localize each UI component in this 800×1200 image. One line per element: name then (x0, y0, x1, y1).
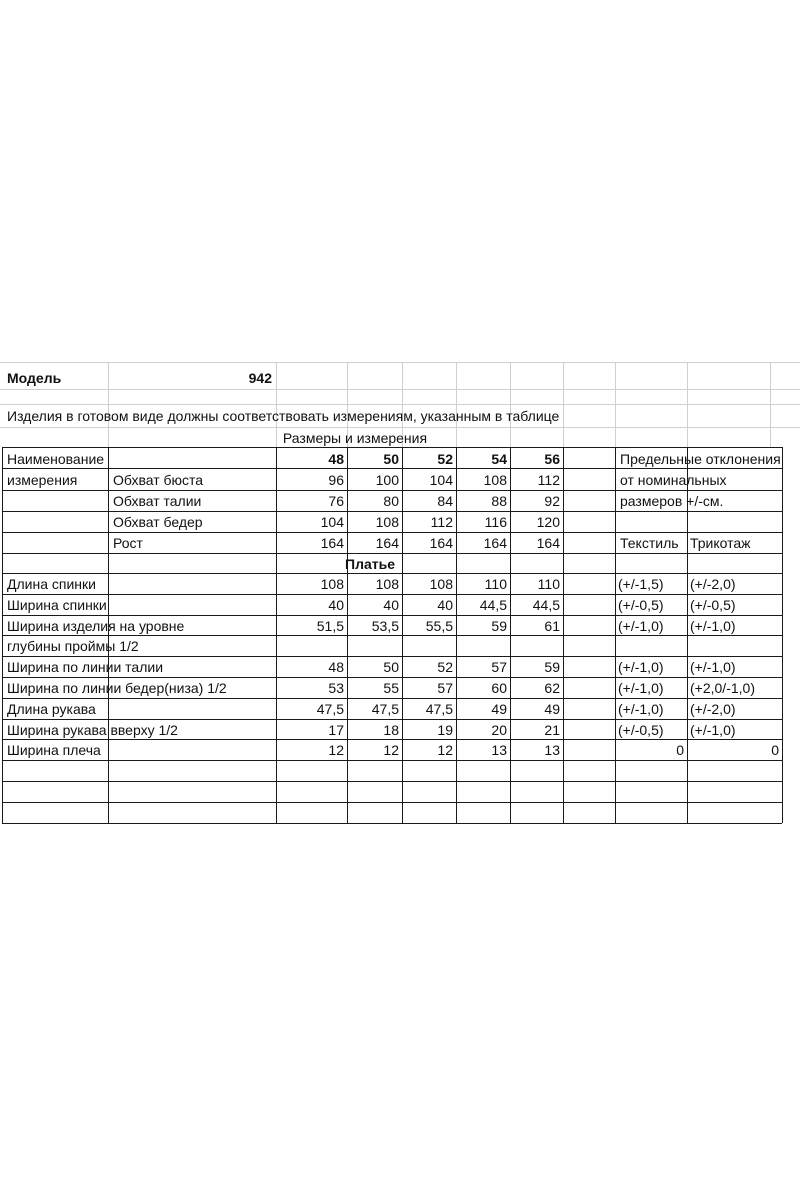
textile-tolerance: (+/-0,5) (618, 722, 664, 738)
section-title: Платье (345, 556, 395, 572)
measurement-value (510, 636, 563, 656)
measurement-value: 108 (429, 576, 453, 592)
gridline-horizontal (0, 404, 800, 405)
measurement-value: 108 (320, 576, 344, 592)
body-measure-value: 76 (328, 493, 344, 509)
measurement-value: 48 (328, 659, 344, 675)
gridline-vertical (687, 362, 688, 447)
size-header-48: 48 (328, 451, 344, 467)
measurement-value: 40 (437, 597, 453, 613)
textile-tolerance: (+/-1,5) (618, 576, 664, 592)
gridline-horizontal (0, 362, 800, 363)
knit-tolerance: (+/-0,5) (690, 597, 736, 613)
body-measure-value: 112 (430, 514, 453, 530)
measurement-value: 21 (544, 722, 560, 738)
body-measure-value: 164 (375, 535, 399, 551)
table-border-horizontal (2, 760, 782, 761)
model-number: 942 (248, 370, 272, 386)
measurement-value: 51,5 (316, 618, 344, 634)
textile-tolerance: (+/-1,0) (618, 659, 664, 675)
textile-tolerance: 0 (676, 742, 684, 758)
measurement-value: 12 (437, 742, 453, 758)
textile-tolerance: (+/-1,0) (618, 680, 664, 696)
body-measure-label: Обхват бюста (113, 472, 204, 488)
model-label: Модель (7, 370, 62, 386)
column-header-name-cont: измерения (7, 472, 78, 488)
sizes-title: Размеры и измерения (282, 430, 428, 446)
measurement-value: 53,5 (371, 618, 399, 634)
table-note: Изделия в готовом виде должны соответствовать измерениям, указанным в таблице (7, 408, 560, 424)
gridline-horizontal (0, 389, 800, 390)
size-header-52: 52 (437, 451, 453, 467)
knit-tolerance: (+/-1,0) (690, 722, 736, 738)
size-header-50: 50 (383, 451, 399, 467)
body-measure-value: 108 (483, 472, 507, 488)
body-measure-value: 164 (536, 535, 560, 551)
measurement-value: 20 (491, 722, 507, 738)
measurement-value (456, 636, 510, 656)
measurement-label: Ширина рукава вверху 1/2 (7, 722, 178, 738)
table-border-horizontal (2, 823, 782, 824)
measurement-value: 19 (437, 722, 453, 738)
measurement-value: 59 (544, 659, 560, 675)
body-measure-label: Обхват бедер (113, 514, 203, 530)
knit-tolerance: (+/-1,0) (690, 659, 736, 675)
gridline-vertical (510, 362, 511, 447)
measurement-value: 49 (544, 701, 560, 717)
measurement-value: 59 (491, 618, 507, 634)
knit-tolerance: (+/-2,0) (690, 576, 736, 592)
measurement-value: 44,5 (479, 597, 507, 613)
knit-tolerance: (+/-1,0) (690, 618, 736, 634)
body-measure-value: 164 (429, 535, 453, 551)
table-border-horizontal (2, 781, 782, 782)
measurement-value: 47,5 (371, 701, 399, 717)
measurement-value (276, 636, 347, 656)
measurement-label: глубины проймы 1/2 (7, 638, 139, 654)
measurement-value: 17 (328, 722, 344, 738)
measurement-label: Ширина плеча (7, 742, 101, 758)
knit-tolerance: (+2,0/-1,0) (690, 680, 755, 696)
body-measure-value: 108 (375, 514, 399, 530)
knit-header: Трикотаж (690, 535, 751, 551)
knit-tolerance: 0 (771, 742, 779, 758)
measurement-value: 47,5 (316, 701, 344, 717)
textile-tolerance (615, 636, 687, 656)
deviation-header-unit: размеров +/-см. (620, 493, 724, 509)
size-header-54: 54 (491, 451, 507, 467)
body-measure-value: 164 (483, 535, 507, 551)
body-measure-value: 88 (491, 493, 507, 509)
measurement-value: 40 (383, 597, 399, 613)
measurement-value: 55,5 (425, 618, 453, 634)
measurement-value: 13 (491, 742, 507, 758)
measurement-value: 47,5 (425, 701, 453, 717)
gridline-vertical (615, 362, 616, 447)
body-measure-value: 112 (537, 472, 560, 488)
body-measure-value: 104 (320, 514, 344, 530)
measurement-value: 12 (328, 742, 344, 758)
gridline-vertical (456, 362, 457, 447)
measurement-value: 44,5 (532, 597, 560, 613)
measurement-value (347, 636, 402, 656)
textile-tolerance: (+/-1,0) (618, 701, 664, 717)
textile-header: Текстиль (620, 535, 679, 551)
measurement-value: 52 (437, 659, 453, 675)
measurement-label: Ширина по линии бедер(низа) 1/2 (7, 680, 227, 696)
measurement-value: 62 (544, 680, 560, 696)
measurement-value: 50 (383, 659, 399, 675)
measurement-value: 12 (383, 742, 399, 758)
deviation-header: Предельные отклонения (620, 451, 781, 467)
body-measure-value: 116 (484, 514, 507, 530)
measurement-label: Ширина по линии талии (7, 659, 164, 675)
gridline-vertical (563, 362, 564, 447)
size-header-56: 56 (544, 451, 560, 467)
measurement-value: 108 (375, 576, 399, 592)
measurement-value: 110 (484, 576, 507, 592)
measurement-value: 18 (383, 722, 399, 738)
measurement-value (402, 636, 456, 656)
measurement-value: 55 (383, 680, 399, 696)
table-border-vertical (2, 447, 3, 823)
measurement-label: Ширина спинки (7, 597, 107, 613)
measurement-value: 57 (437, 680, 453, 696)
body-measure-label: Рост (113, 535, 143, 551)
knit-tolerance: (+/-2,0) (690, 701, 736, 717)
textile-tolerance: (+/-0,5) (618, 597, 664, 613)
measurement-value: 13 (544, 742, 560, 758)
body-measure-value: 164 (320, 535, 344, 551)
body-measure-label: Обхват талии (113, 493, 202, 509)
gridline-vertical (770, 362, 771, 447)
measurement-value: 61 (544, 618, 560, 634)
measurement-value: 60 (491, 680, 507, 696)
table-border-vertical (563, 447, 564, 823)
measurement-label: Длина спинки (7, 576, 96, 592)
body-measure-value: 80 (383, 493, 399, 509)
gridline-vertical (108, 362, 109, 447)
measurement-value: 110 (537, 576, 560, 592)
body-measure-value: 84 (437, 493, 453, 509)
body-measure-value: 96 (328, 472, 344, 488)
knit-tolerance (687, 636, 782, 656)
measurement-value: 57 (491, 659, 507, 675)
body-measure-value: 92 (544, 493, 560, 509)
deviation-header-cont: от номинальных (620, 472, 727, 488)
measurement-label: Длина рукава (7, 701, 96, 717)
table-border-horizontal (2, 802, 782, 803)
measurement-value: 40 (328, 597, 344, 613)
textile-tolerance: (+/-1,0) (618, 618, 664, 634)
body-measure-value: 100 (375, 472, 399, 488)
measurement-value: 49 (491, 701, 507, 717)
measurement-value: 53 (328, 680, 344, 696)
body-measure-value: 120 (536, 514, 560, 530)
measurement-label: Ширина изделия на уровне (7, 618, 185, 634)
body-measure-value: 104 (429, 472, 453, 488)
column-header-name: Наименование (7, 451, 105, 467)
